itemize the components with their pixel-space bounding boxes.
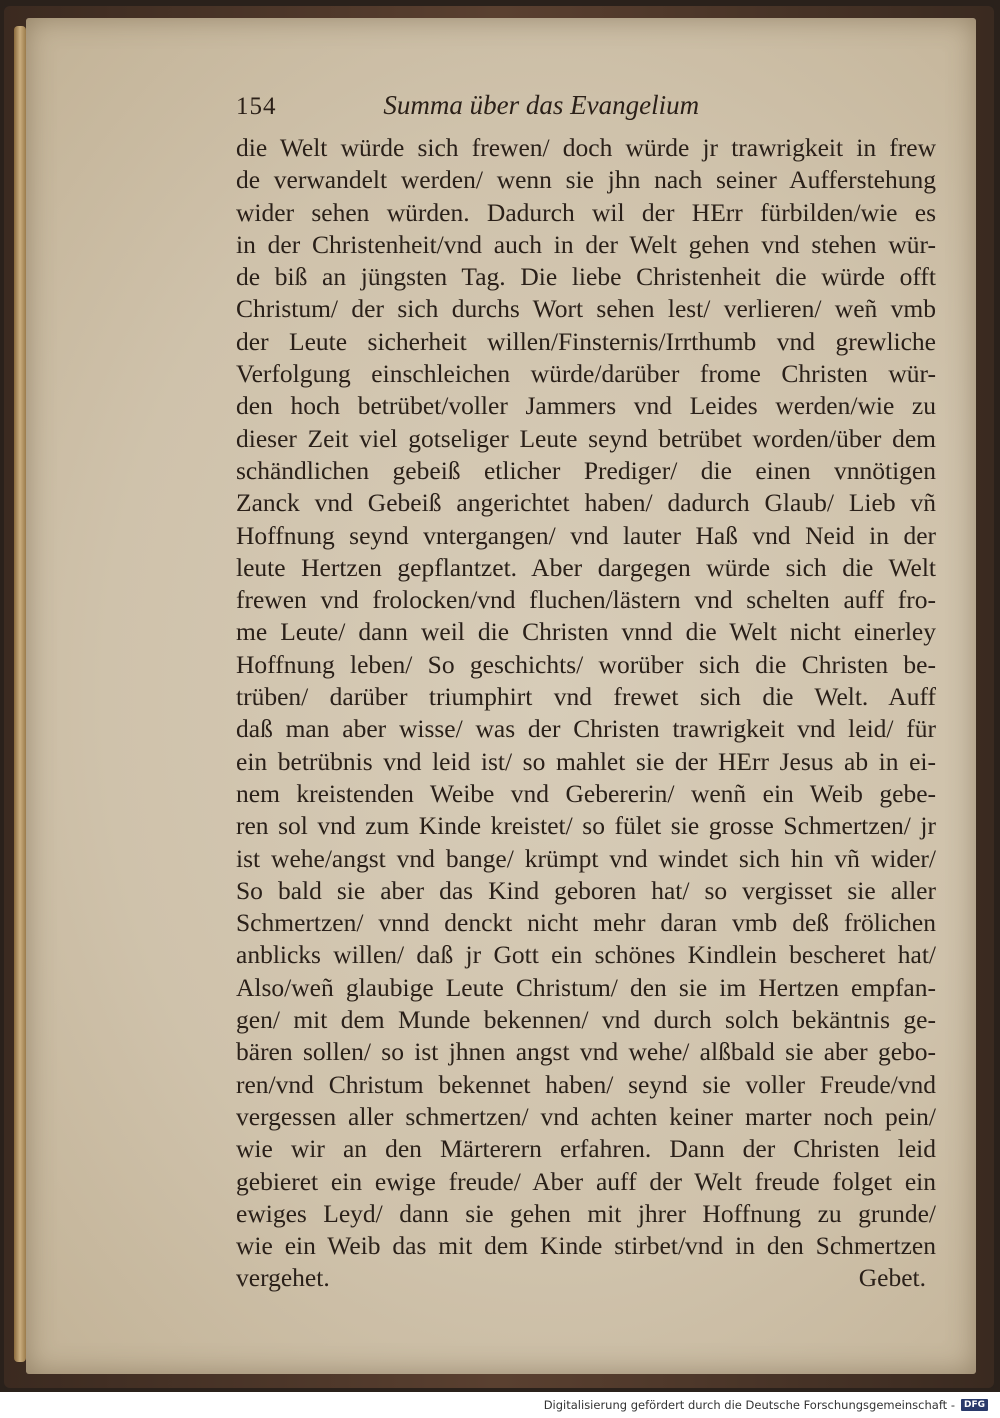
text-line: schändlichen gebeiß etlicher Prediger/ die einen vnnötigen	[236, 455, 936, 485]
final-line	[236, 1262, 936, 1294]
text-line: me Leute/ dann weil die Christen vnnd die Welt nicht einerley	[236, 617, 936, 647]
text-line: der Leute sicherheit willen/Finsternis/Irrthumb vnd grewliche	[236, 326, 936, 356]
text-line: wie ein Weib das mit dem Kinde stirbet/vnd in den Schmertzen	[236, 1231, 936, 1261]
text-line: Schmertzen/ vnnd denckt nicht mehr daran vmb deß frölichen	[236, 908, 936, 938]
text-line: Zanck vnd Gebeiß angerichtet haben/ dadurch Glaub/ Lieb vñ	[236, 488, 936, 518]
text-line: Also/weñ glaubige Leute Christum/ den sie im Hertzen empfan-	[236, 972, 936, 1002]
digitization-credit: Digitalisierung gefördert durch die Deutsche Forschungsgemeinschaft -	[543, 1398, 955, 1412]
text-line: die Welt würde sich frewen/ doch würde jr trawrigkeit in frew	[236, 133, 936, 162]
page-header	[236, 90, 776, 121]
text-line: Christum/ der sich durchs Wort sehen lest/ verlieren/ weñ vmb	[236, 294, 936, 324]
text-line: Hoffnung seynd vntergangen/ vnd lauter Haß vnd Neid in der	[236, 520, 936, 550]
running-title: Summa über das Evangelium	[383, 90, 700, 120]
text-line: wie wir an den Märterern erfahren. Dann der Christen leid	[236, 1134, 936, 1164]
text-line: den hoch betrübet/voller Jammers vnd Leides werden/wie zu	[236, 391, 936, 421]
dfg-logo-icon: DFG	[961, 1399, 988, 1411]
text-line: de verwandelt werden/ wenn sie jhn nach seiner Aufferstehung	[236, 165, 936, 195]
page-number: 154	[236, 93, 277, 120]
text-line: gebieret ein ewige freude/ Aber auff der Welt freude folget ein	[236, 1166, 936, 1196]
digitization-credit-bar	[0, 1392, 1000, 1418]
text-line: de biß an jüngsten Tag. Die liebe Christenheit die würde offt	[236, 262, 936, 292]
final-line-text: vergehet.	[236, 1263, 330, 1293]
text-line: ewiges Leyd/ dann sie gehen mit jhrer Hoffnung zu grunde/	[236, 1198, 936, 1228]
text-line: leute Hertzen gepflantzet. Aber dargegen würde sich die Welt	[236, 552, 936, 582]
text-line: dieser Zeit viel gotseliger Leute seynd betrübet worden/über dem	[236, 423, 936, 453]
text-line: in der Christenheit/vnd auch in der Welt gehen vnd stehen wür-	[236, 229, 936, 259]
text-line: ein betrübnis vnd leid ist/ so mahlet sie der HErr Jesus ab in ei-	[236, 746, 936, 776]
text-line: bären sollen/ so ist jhnen angst vnd wehe/ alßbald sie aber gebo-	[236, 1037, 936, 1067]
body-text	[236, 132, 936, 1295]
text-line: gen/ mit dem Munde bekennen/ vnd durch solch bekäntnis ge-	[236, 1005, 936, 1035]
text-line: Hoffnung leben/ So geschichts/ worüber sich die Christen be-	[236, 649, 936, 679]
text-line: ist wehe/angst vnd bange/ krümpt vnd windet sich hin vñ wider/	[236, 843, 936, 873]
catchword: Gebet.	[858, 1263, 926, 1293]
text-line: Verfolgung einschleichen würde/darüber frome Christen wür-	[236, 359, 936, 389]
text-line: frewen vnd frolocken/vnd fluchen/lästern vnd schelten auff fro-	[236, 585, 936, 615]
text-line: ren/vnd Christum bekennet haben/ seynd sie voller Freude/vnd	[236, 1069, 936, 1099]
text-line: nem kreistenden Weibe vnd Gebererin/ wenñ ein Weib gebe-	[236, 778, 936, 808]
page-fore-edge	[14, 26, 26, 1362]
text-line: daß man aber wisse/ was der Christen trawrigkeit vnd leid/ für	[236, 714, 936, 744]
text-line: ren sol vnd zum Kinde kreistet/ so fület sie grosse Schmertzen/ jr	[236, 811, 936, 841]
text-line: So bald sie aber das Kind geboren hat/ so vergisset sie aller	[236, 875, 936, 905]
text-line: anblicks willen/ daß jr Gott ein schönes Kindlein bescheret hat/	[236, 940, 936, 970]
text-line: trüben/ darüber triumphirt vnd frewet sich die Welt. Auff	[236, 682, 936, 712]
text-line: wider sehen würden. Dadurch wil der HErr fürbilden/wie es	[236, 197, 936, 227]
text-line: vergessen aller schmertzen/ vnd achten keiner marter noch pein/	[236, 1101, 936, 1131]
